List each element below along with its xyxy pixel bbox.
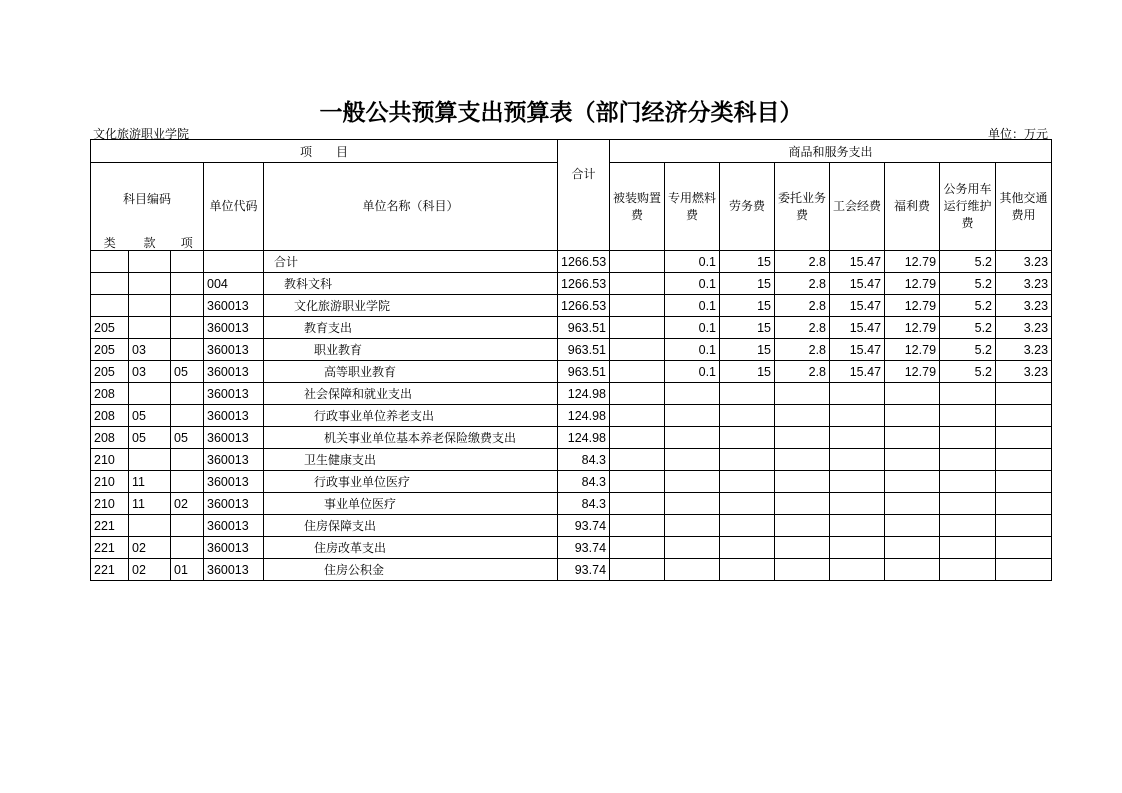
- value-cell: [665, 383, 720, 405]
- value-cell: 0.1: [665, 273, 720, 295]
- value-cell: [665, 427, 720, 449]
- unit-code-cell: 360013: [204, 295, 264, 317]
- item-code-cell: [171, 515, 204, 537]
- class-code-cell: 210: [91, 493, 129, 515]
- value-cell: [996, 493, 1052, 515]
- total-cell: 1266.53: [558, 273, 610, 295]
- unit-name-cell: 行政事业单位养老支出: [264, 405, 558, 427]
- budget-table: [90, 139, 1052, 581]
- unit-code-cell: 360013: [204, 537, 264, 559]
- header-col-6: 公务用车运行维护费: [940, 163, 996, 251]
- value-cell: [830, 515, 885, 537]
- table-row: [91, 471, 1052, 493]
- section-code-cell: 05: [129, 405, 171, 427]
- header-col-1: 专用燃料费: [665, 163, 720, 251]
- value-cell: [775, 515, 830, 537]
- header-subject-code: [91, 163, 204, 237]
- unit-name-cell: 社会保障和就业支出: [264, 383, 558, 405]
- value-cell: 15: [720, 251, 775, 273]
- total-cell: 963.51: [558, 361, 610, 383]
- value-cell: 2.8: [775, 339, 830, 361]
- value-cell: 15: [720, 317, 775, 339]
- value-cell: [665, 449, 720, 471]
- class-code-cell: 205: [91, 361, 129, 383]
- value-cell: 15: [720, 295, 775, 317]
- value-cell: 12.79: [885, 251, 940, 273]
- table-row: [91, 273, 1052, 295]
- total-cell: 963.51: [558, 339, 610, 361]
- value-cell: 3.23: [996, 251, 1052, 273]
- value-cell: [940, 405, 996, 427]
- section-code-cell: [129, 383, 171, 405]
- value-cell: [775, 537, 830, 559]
- total-cell: 1266.53: [558, 295, 610, 317]
- header-goods-services: 商品和服务支出: [610, 140, 1052, 163]
- value-cell: [610, 251, 665, 273]
- unit-code-cell: 360013: [204, 449, 264, 471]
- value-cell: [996, 515, 1052, 537]
- unit-code-cell: 360013: [204, 383, 264, 405]
- unit-name-cell: 教育支出: [264, 317, 558, 339]
- value-cell: [775, 383, 830, 405]
- value-cell: 15: [720, 273, 775, 295]
- section-code-cell: [129, 295, 171, 317]
- value-cell: 3.23: [996, 273, 1052, 295]
- value-cell: [720, 427, 775, 449]
- class-code-cell: 210: [91, 449, 129, 471]
- value-cell: [610, 449, 665, 471]
- value-cell: [940, 449, 996, 471]
- item-code-cell: [171, 383, 204, 405]
- value-cell: [996, 537, 1052, 559]
- value-cell: [775, 427, 830, 449]
- unit-code-cell: 360013: [204, 361, 264, 383]
- value-cell: [830, 427, 885, 449]
- value-cell: 5.2: [940, 339, 996, 361]
- value-cell: 0.1: [665, 339, 720, 361]
- value-cell: [885, 537, 940, 559]
- value-cell: 2.8: [775, 273, 830, 295]
- value-cell: [885, 493, 940, 515]
- value-cell: 0.1: [665, 295, 720, 317]
- unit-code-cell: 360013: [204, 427, 264, 449]
- header-class: 类: [91, 236, 129, 251]
- unit-name-cell: 住房保障支出: [264, 515, 558, 537]
- value-cell: [775, 559, 830, 581]
- unit-name-cell: 高等职业教育: [264, 361, 558, 383]
- value-cell: [610, 493, 665, 515]
- value-cell: 5.2: [940, 273, 996, 295]
- value-cell: [610, 515, 665, 537]
- item-code-cell: 05: [171, 361, 204, 383]
- section-code-cell: [129, 251, 171, 273]
- header-project: 项 目: [91, 140, 558, 163]
- class-code-cell: 208: [91, 383, 129, 405]
- value-cell: 3.23: [996, 361, 1052, 383]
- table-row: [91, 295, 1052, 317]
- value-cell: 15.47: [830, 251, 885, 273]
- value-cell: [940, 471, 996, 493]
- value-cell: 12.79: [885, 361, 940, 383]
- unit-code-cell: 360013: [204, 559, 264, 581]
- header-col-2: 劳务费: [720, 163, 775, 251]
- value-cell: [720, 559, 775, 581]
- total-cell: 93.74: [558, 537, 610, 559]
- section-code-cell: 05: [129, 427, 171, 449]
- total-cell: 84.3: [558, 493, 610, 515]
- value-cell: [996, 405, 1052, 427]
- value-cell: 15: [720, 361, 775, 383]
- value-cell: [720, 493, 775, 515]
- subject-code-label: 科目编码: [122, 192, 171, 206]
- value-cell: [665, 405, 720, 427]
- item-code-cell: 02: [171, 493, 204, 515]
- header-section: 款: [129, 236, 171, 251]
- unit-code-cell: 360013: [204, 339, 264, 361]
- item-code-cell: [171, 295, 204, 317]
- value-cell: 2.8: [775, 361, 830, 383]
- class-code-cell: 221: [91, 537, 129, 559]
- value-cell: [830, 471, 885, 493]
- table-row: [91, 493, 1052, 515]
- value-cell: [996, 427, 1052, 449]
- value-cell: [996, 559, 1052, 581]
- item-code-cell: [171, 317, 204, 339]
- value-cell: 5.2: [940, 295, 996, 317]
- value-cell: [830, 493, 885, 515]
- section-code-cell: [129, 273, 171, 295]
- item-code-cell: [171, 339, 204, 361]
- value-cell: [940, 537, 996, 559]
- total-cell: 84.3: [558, 449, 610, 471]
- value-cell: [830, 537, 885, 559]
- value-cell: 3.23: [996, 295, 1052, 317]
- unit-name-cell: 教科文科: [264, 273, 558, 295]
- value-cell: [830, 405, 885, 427]
- unit-code-cell: 360013: [204, 493, 264, 515]
- value-cell: [720, 471, 775, 493]
- item-code-cell: [171, 251, 204, 273]
- value-cell: [610, 273, 665, 295]
- value-cell: 15.47: [830, 361, 885, 383]
- header-col-7: 其他交通费用: [996, 163, 1052, 251]
- value-cell: [885, 449, 940, 471]
- unit-name-cell: 文化旅游职业学院: [264, 295, 558, 317]
- value-cell: [885, 515, 940, 537]
- total-cell: 963.51: [558, 317, 610, 339]
- value-cell: [940, 515, 996, 537]
- class-code-cell: 221: [91, 559, 129, 581]
- class-code-cell: 210: [91, 471, 129, 493]
- value-cell: [610, 559, 665, 581]
- value-cell: [885, 559, 940, 581]
- value-cell: [665, 559, 720, 581]
- item-code-cell: [171, 405, 204, 427]
- value-cell: 3.23: [996, 339, 1052, 361]
- class-code-cell: 205: [91, 317, 129, 339]
- value-cell: [775, 493, 830, 515]
- table-row: [91, 449, 1052, 471]
- value-cell: 15.47: [830, 295, 885, 317]
- value-cell: 2.8: [775, 295, 830, 317]
- value-cell: [665, 471, 720, 493]
- section-code-cell: 02: [129, 559, 171, 581]
- table-row: [91, 515, 1052, 537]
- table-row: [91, 427, 1052, 449]
- table-row: [91, 383, 1052, 405]
- section-code-cell: [129, 515, 171, 537]
- value-cell: [610, 317, 665, 339]
- class-code-cell: 208: [91, 405, 129, 427]
- value-cell: 5.2: [940, 251, 996, 273]
- value-cell: [665, 537, 720, 559]
- total-cell: 124.98: [558, 383, 610, 405]
- class-code-cell: [91, 295, 129, 317]
- value-cell: 15.47: [830, 317, 885, 339]
- value-cell: [885, 383, 940, 405]
- value-cell: [885, 471, 940, 493]
- value-cell: [720, 537, 775, 559]
- unit-name-cell: 事业单位医疗: [264, 493, 558, 515]
- value-cell: [940, 383, 996, 405]
- value-cell: 12.79: [885, 317, 940, 339]
- unit-name-cell: 住房公积金: [264, 559, 558, 581]
- value-cell: 2.8: [775, 317, 830, 339]
- value-cell: [996, 471, 1052, 493]
- header-col-5: 福利费: [885, 163, 940, 251]
- header-col-4: 工会经费: [830, 163, 885, 251]
- value-cell: 5.2: [940, 361, 996, 383]
- value-cell: 12.79: [885, 295, 940, 317]
- unit-code-cell: 360013: [204, 405, 264, 427]
- value-cell: [610, 471, 665, 493]
- unit-code-cell: 360013: [204, 317, 264, 339]
- total-cell: 93.74: [558, 515, 610, 537]
- value-cell: [775, 471, 830, 493]
- total-cell: 124.98: [558, 427, 610, 449]
- unit-name-cell: 职业教育: [264, 339, 558, 361]
- unit-code-cell: 004: [204, 273, 264, 295]
- value-cell: [830, 383, 885, 405]
- section-code-cell: 02: [129, 537, 171, 559]
- header-total: 合计: [558, 140, 610, 251]
- value-cell: [610, 405, 665, 427]
- total-cell: 124.98: [558, 405, 610, 427]
- table-row: [91, 339, 1052, 361]
- header-col-0: 被装购置费: [610, 163, 665, 251]
- item-code-cell: [171, 537, 204, 559]
- class-code-cell: 205: [91, 339, 129, 361]
- unit-name-cell: 机关事业单位基本养老保险缴费支出: [264, 427, 558, 449]
- unit-name-cell: 住房改革支出: [264, 537, 558, 559]
- value-cell: [940, 493, 996, 515]
- item-code-cell: [171, 273, 204, 295]
- unit-code-cell: 360013: [204, 515, 264, 537]
- value-cell: [720, 405, 775, 427]
- value-cell: [610, 383, 665, 405]
- value-cell: 0.1: [665, 361, 720, 383]
- value-cell: 0.1: [665, 251, 720, 273]
- section-code-cell: 03: [129, 339, 171, 361]
- value-cell: [775, 405, 830, 427]
- item-code-cell: [171, 471, 204, 493]
- header-unit-name: 单位名称（科目）: [264, 163, 558, 251]
- table-row: [91, 537, 1052, 559]
- value-cell: [720, 383, 775, 405]
- value-cell: 3.23: [996, 317, 1052, 339]
- table-row: [91, 559, 1052, 581]
- value-cell: [940, 559, 996, 581]
- value-cell: [885, 405, 940, 427]
- header-col-3: 委托业务费: [775, 163, 830, 251]
- item-code-cell: 01: [171, 559, 204, 581]
- class-code-cell: 208: [91, 427, 129, 449]
- value-cell: [610, 427, 665, 449]
- page-title: 一般公共预算支出预算表（部门经济分类科目）: [319, 100, 803, 126]
- unit-label: 单位：万元: [987, 127, 1048, 141]
- value-cell: [885, 427, 940, 449]
- section-code-cell: [129, 449, 171, 471]
- value-cell: 15.47: [830, 339, 885, 361]
- value-cell: 0.1: [665, 317, 720, 339]
- unit-name-cell: 合计: [264, 251, 558, 273]
- organization-name: 文化旅游职业学院: [93, 127, 190, 141]
- class-code-cell: [91, 251, 129, 273]
- header-unit-code: 单位代码: [204, 163, 264, 251]
- value-cell: 12.79: [885, 273, 940, 295]
- value-cell: [830, 449, 885, 471]
- value-cell: 15: [720, 339, 775, 361]
- table-row: [91, 317, 1052, 339]
- value-cell: [610, 295, 665, 317]
- total-cell: 84.3: [558, 471, 610, 493]
- total-cell: 1266.53: [558, 251, 610, 273]
- value-cell: 15.47: [830, 273, 885, 295]
- section-code-cell: 11: [129, 471, 171, 493]
- unit-name-cell: 卫生健康支出: [264, 449, 558, 471]
- item-code-cell: 05: [171, 427, 204, 449]
- value-cell: 12.79: [885, 339, 940, 361]
- class-code-cell: 221: [91, 515, 129, 537]
- value-cell: [665, 493, 720, 515]
- section-code-cell: [129, 317, 171, 339]
- header-item: 项: [171, 236, 204, 251]
- value-cell: [720, 515, 775, 537]
- unit-name-cell: 行政事业单位医疗: [264, 471, 558, 493]
- value-cell: [610, 361, 665, 383]
- value-cell: [996, 383, 1052, 405]
- table-row: [91, 405, 1052, 427]
- unit-code-cell: 360013: [204, 471, 264, 493]
- value-cell: [610, 537, 665, 559]
- header-row-1: [91, 140, 1052, 163]
- class-code-cell: [91, 273, 129, 295]
- section-code-cell: 11: [129, 493, 171, 515]
- value-cell: [610, 339, 665, 361]
- value-cell: [940, 427, 996, 449]
- table-row: [91, 251, 1052, 273]
- item-code-cell: [171, 449, 204, 471]
- unit-code-cell: [204, 251, 264, 273]
- value-cell: [775, 449, 830, 471]
- value-cell: [996, 449, 1052, 471]
- value-cell: 5.2: [940, 317, 996, 339]
- value-cell: 2.8: [775, 251, 830, 273]
- total-cell: 93.74: [558, 559, 610, 581]
- value-cell: [665, 515, 720, 537]
- value-cell: [720, 449, 775, 471]
- section-code-cell: 03: [129, 361, 171, 383]
- table-row: [91, 361, 1052, 383]
- value-cell: [830, 559, 885, 581]
